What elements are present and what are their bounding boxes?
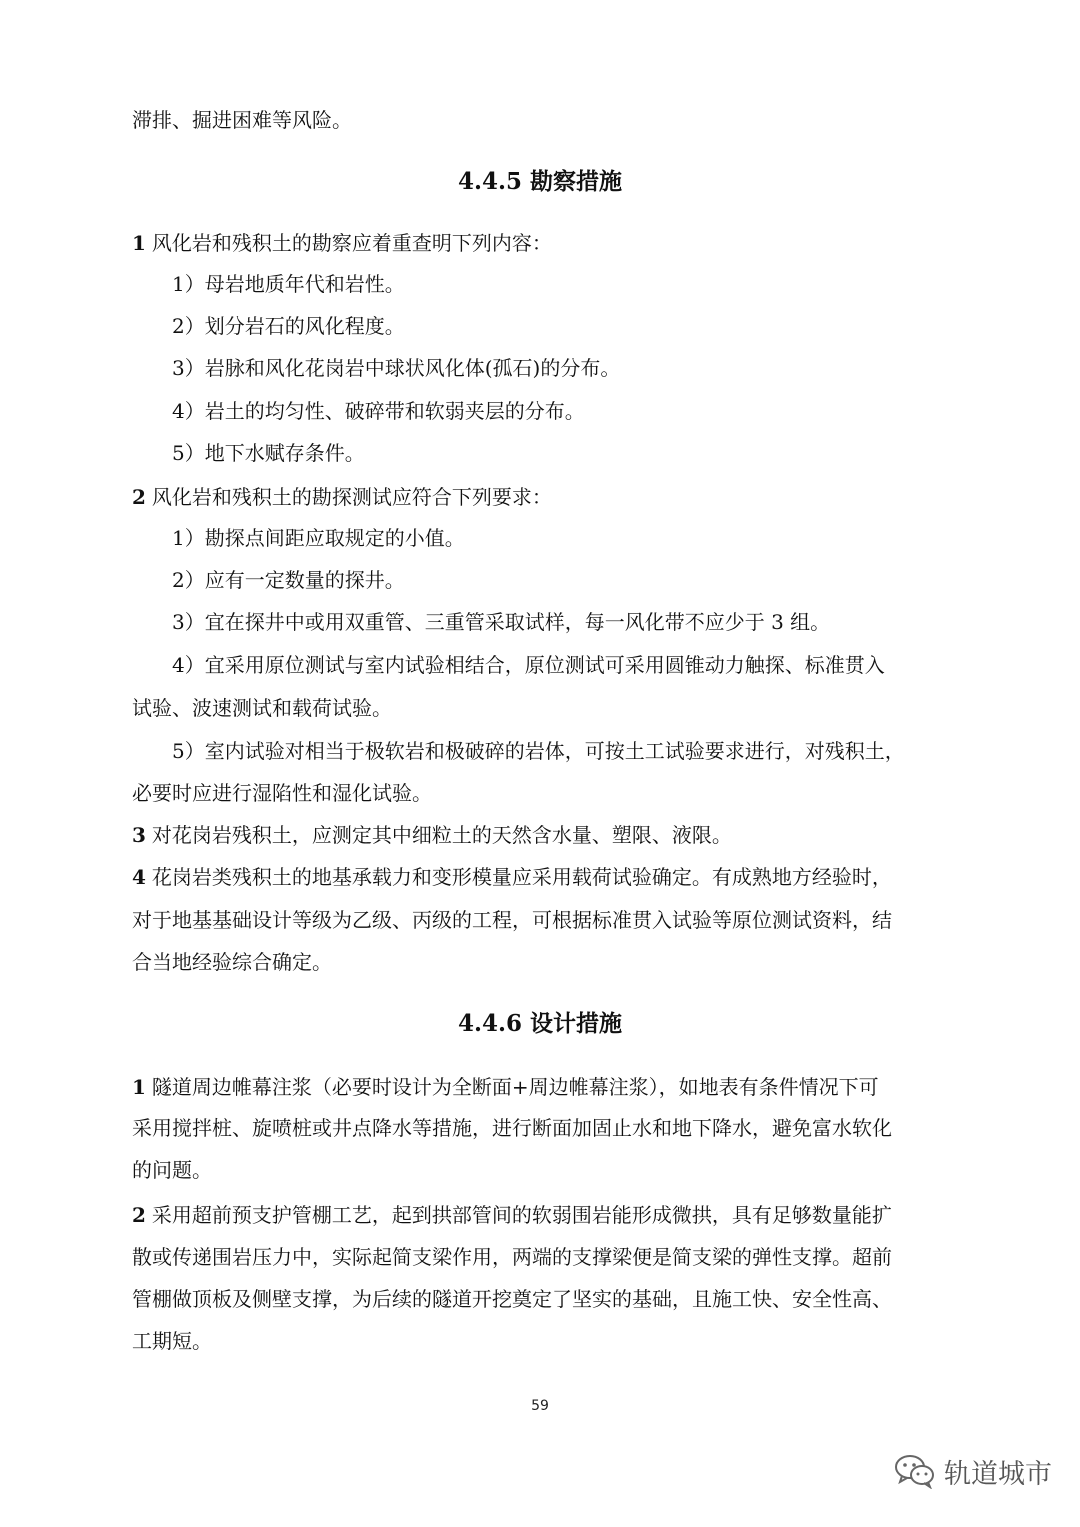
watermark (894, 1451, 1052, 1491)
paragraph-line: 工期短。 (132, 1329, 212, 1353)
paragraph (132, 1195, 952, 1236)
list-item: 4）宜采用原位测试与室内试验相结合，原位测试可采用圆锥动力触探、标准贯入 (172, 653, 885, 677)
item-number: 3 (132, 823, 146, 847)
section-heading: 4.4.6 设计措施 (457, 1010, 623, 1037)
list-item: 1）母岩地质年代和岩性。 (172, 272, 405, 296)
paragraph (132, 815, 952, 856)
section-heading: 4.4.5 勘察措施 (457, 168, 623, 195)
item-text: 采用超前预支护管棚工艺，起到拱部管间的软弱围岩能形成微拱，具有足够数量能扩 (151, 1203, 892, 1227)
item-number: 1 (132, 231, 146, 255)
paragraph (132, 857, 952, 898)
paragraph-line: 合当地经验综合确定。 (132, 950, 332, 974)
item-number: 2 (132, 485, 146, 509)
watermark-text: 轨道城市 (944, 1458, 1052, 1490)
paragraph (132, 1067, 952, 1108)
list-item: 1）勘探点间距应取规定的小值。 (172, 526, 465, 550)
list-item: 3）岩脉和风化花岗岩中球状风化体(孤石)的分布。 (172, 356, 621, 380)
item-number: 4 (132, 865, 146, 889)
item-text: 对花岗岩残积土，应测定其中细粒土的天然含水量、塑限、液限。 (151, 823, 732, 847)
list-item: 2）划分岩石的风化程度。 (172, 314, 405, 338)
list-item: 4）岩土的均匀性、破碎带和软弱夹层的分布。 (172, 399, 585, 423)
item-text: 风化岩和残积土的勘察应着重查明下列内容： (151, 231, 552, 255)
paragraph (132, 223, 952, 264)
paragraph-line: 采用搅拌桩、旋喷桩或井点降水等措施，进行断面加固止水和地下降水，避免富水软化 (132, 1116, 892, 1140)
paragraph-line: 的问题。 (132, 1158, 212, 1182)
list-item: 5）地下水赋存条件。 (172, 441, 365, 465)
item-number: 1 (132, 1075, 146, 1099)
item-text: 隧道周边帷幕注浆（必要时设计为全断面+周边帷幕注浆），如地表有条件情况下可 (151, 1075, 879, 1099)
paragraph-line: 散或传递围岩压力中，实际起简支梁作用，两端的支撑梁便是简支梁的弹性支撑。超前 (132, 1245, 892, 1269)
item-text: 花岗岩类残积土的地基承载力和变形模量应采用载荷试验确定。有成熟地方经验时， (151, 865, 892, 889)
wechat-icon (894, 1453, 936, 1489)
paragraph-line: 管棚做顶板及侧壁支撑，为后续的隧道开挖奠定了坚实的基础，且施工快、安全性高、 (132, 1287, 892, 1311)
paragraph: 滞排、掘进困难等风险。 (132, 108, 352, 132)
paragraph (132, 477, 952, 518)
list-item: 5）室内试验对相当于极软岩和极破碎的岩体，可按土工试验要求进行，对残积土， (172, 739, 905, 763)
paragraph-line: 对于地基基础设计等级为乙级、丙级的工程，可根据标准贯入试验等原位测试资料，结 (132, 908, 892, 932)
page-number: 59 (531, 1398, 549, 1414)
list-item: 2）应有一定数量的探井。 (172, 568, 405, 592)
list-item-continuation: 试验、波速测试和载荷试验。 (132, 696, 392, 720)
item-text: 风化岩和残积土的勘探测试应符合下列要求： (151, 485, 552, 509)
list-item: 3）宜在探井中或用双重管、三重管采取试样，每一风化带不应少于 3 组。 (172, 610, 831, 634)
list-item-continuation: 必要时应进行湿陷性和湿化试验。 (132, 781, 432, 805)
item-number: 2 (132, 1203, 146, 1227)
